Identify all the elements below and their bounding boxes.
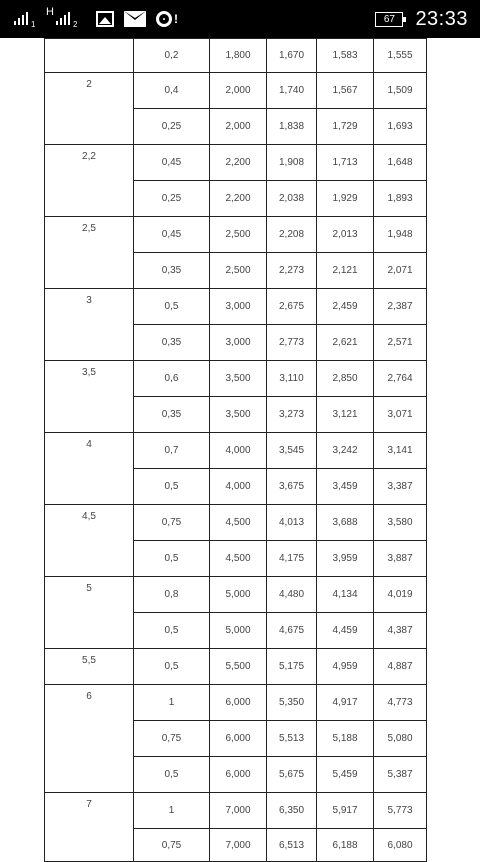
table-cell: 3,675 xyxy=(267,469,317,505)
group-cell: 7 xyxy=(45,793,134,862)
table-cell: 5,188 xyxy=(317,721,374,757)
table-cell: 0,5 xyxy=(134,649,210,685)
table-cell: 0,2 xyxy=(134,39,210,73)
table-cell: 6,000 xyxy=(210,721,267,757)
table-cell: 1,693 xyxy=(374,109,427,145)
table-cell: 2,621 xyxy=(317,325,374,361)
table-cell: 2,500 xyxy=(210,253,267,289)
table-cell: 4,000 xyxy=(210,469,267,505)
table-cell: 3,071 xyxy=(374,397,427,433)
table-cell: 4,675 xyxy=(267,613,317,649)
table-cell: 6,000 xyxy=(210,685,267,721)
group-cell: 4 xyxy=(45,433,134,505)
table-cell: 2,013 xyxy=(317,217,374,253)
table-cell: 4,000 xyxy=(210,433,267,469)
group-cell: 5,5 xyxy=(45,649,134,685)
table-cell: 3,545 xyxy=(267,433,317,469)
table-cell: 3,887 xyxy=(374,541,427,577)
table-cell: 5,000 xyxy=(210,613,267,649)
table-cell: 3,387 xyxy=(374,469,427,505)
table-cell: 4,134 xyxy=(317,577,374,613)
table-cell: 2,121 xyxy=(317,253,374,289)
table-cell: 4,459 xyxy=(317,613,374,649)
table-cell: 0,25 xyxy=(134,109,210,145)
table-cell: 1,555 xyxy=(374,39,427,73)
table-cell: 0,6 xyxy=(134,361,210,397)
group-cell: 2,2 xyxy=(45,145,134,217)
signal-icon xyxy=(14,11,36,27)
table-cell: 4,917 xyxy=(317,685,374,721)
table-cell: 3,121 xyxy=(317,397,374,433)
table-cell: 0,5 xyxy=(134,289,210,325)
table-cell: 6,080 xyxy=(374,829,427,862)
table-cell: 1,509 xyxy=(374,73,427,109)
table-cell: 1,929 xyxy=(317,181,374,217)
table-cell: 1,567 xyxy=(317,73,374,109)
table-cell: 4,959 xyxy=(317,649,374,685)
table-cell: 1,713 xyxy=(317,145,374,181)
table-cell: 1,583 xyxy=(317,39,374,73)
table-cell: 3,110 xyxy=(267,361,317,397)
table-cell: 0,45 xyxy=(134,217,210,253)
table-cell: 2,038 xyxy=(267,181,317,217)
table-cell: 0,5 xyxy=(134,541,210,577)
group-cell xyxy=(45,39,134,73)
table-cell: 4,013 xyxy=(267,505,317,541)
group-cell: 3,5 xyxy=(45,361,134,433)
table-row xyxy=(45,685,427,721)
table-cell: 3,959 xyxy=(317,541,374,577)
table-cell: 3,688 xyxy=(317,505,374,541)
table-cell: 3,273 xyxy=(267,397,317,433)
table-cell: 5,350 xyxy=(267,685,317,721)
table-cell: 0,75 xyxy=(134,829,210,862)
table-row xyxy=(45,649,427,685)
table-cell: 6,000 xyxy=(210,757,267,793)
table-cell: 2,459 xyxy=(317,289,374,325)
table-cell: 3,500 xyxy=(210,361,267,397)
table-cell: 1,729 xyxy=(317,109,374,145)
table-cell: 5,513 xyxy=(267,721,317,757)
table-row xyxy=(45,289,427,325)
signal-icon xyxy=(56,11,78,27)
clock: 23:33 xyxy=(415,7,468,30)
table-cell: 7,000 xyxy=(210,829,267,862)
table-cell: 4,480 xyxy=(267,577,317,613)
table-cell: 2,675 xyxy=(267,289,317,325)
table-row xyxy=(45,505,427,541)
gallery-icon xyxy=(96,11,114,27)
table-cell: 2,500 xyxy=(210,217,267,253)
table-cell: 2,000 xyxy=(210,73,267,109)
thread-table xyxy=(44,38,427,862)
table-cell: 1 xyxy=(134,793,210,829)
thread-table-container xyxy=(44,38,426,862)
table-cell: 0,35 xyxy=(134,397,210,433)
table-row xyxy=(45,145,427,181)
battery-icon xyxy=(375,12,403,27)
table-row xyxy=(45,793,427,829)
table-cell: 1,838 xyxy=(267,109,317,145)
thread-table-body xyxy=(45,39,427,862)
table-cell: 0,5 xyxy=(134,469,210,505)
table-cell: 2,850 xyxy=(317,361,374,397)
table-row xyxy=(45,433,427,469)
alert-icon: ! xyxy=(173,12,178,26)
table-cell: 1,948 xyxy=(374,217,427,253)
table-cell: 5,387 xyxy=(374,757,427,793)
network-type-label: H xyxy=(46,6,54,18)
table-cell: 2,000 xyxy=(210,109,267,145)
table-cell: 4,500 xyxy=(210,505,267,541)
battery-level: 67 xyxy=(383,13,395,25)
table-cell: 0,45 xyxy=(134,145,210,181)
table-cell: 1,800 xyxy=(210,39,267,73)
table-cell: 0,35 xyxy=(134,325,210,361)
table-cell: 6,350 xyxy=(267,793,317,829)
table-cell: 1 xyxy=(134,685,210,721)
table-row xyxy=(45,577,427,613)
group-cell: 6 xyxy=(45,685,134,793)
table-cell: 2,571 xyxy=(374,325,427,361)
table-cell: 5,175 xyxy=(267,649,317,685)
table-cell: 5,459 xyxy=(317,757,374,793)
table-cell: 4,500 xyxy=(210,541,267,577)
table-row xyxy=(45,361,427,397)
table-cell: 6,513 xyxy=(267,829,317,862)
table-cell: 7,000 xyxy=(210,793,267,829)
table-cell: 1,893 xyxy=(374,181,427,217)
table-cell: 5,000 xyxy=(210,577,267,613)
table-cell: 0,75 xyxy=(134,505,210,541)
table-cell: 1,648 xyxy=(374,145,427,181)
table-cell: 4,175 xyxy=(267,541,317,577)
table-cell: 6,188 xyxy=(317,829,374,862)
table-cell: 3,500 xyxy=(210,397,267,433)
table-cell: 1,740 xyxy=(267,73,317,109)
signal-1-label: 1 xyxy=(31,20,36,29)
status-bar-left xyxy=(14,0,178,38)
table-row xyxy=(45,39,427,73)
group-cell: 2 xyxy=(45,73,134,145)
table-cell: 0,35 xyxy=(134,253,210,289)
table-cell: 5,917 xyxy=(317,793,374,829)
table-cell: 0,8 xyxy=(134,577,210,613)
table-cell: 4,887 xyxy=(374,649,427,685)
table-cell: 3,580 xyxy=(374,505,427,541)
table-cell: 5,675 xyxy=(267,757,317,793)
table-cell: 3,000 xyxy=(210,325,267,361)
table-cell: 3,141 xyxy=(374,433,427,469)
table-cell: 0,5 xyxy=(134,757,210,793)
table-cell: 0,25 xyxy=(134,181,210,217)
table-cell: 0,75 xyxy=(134,721,210,757)
table-cell: 2,200 xyxy=(210,181,267,217)
table-cell: 1,670 xyxy=(267,39,317,73)
table-cell: 2,273 xyxy=(267,253,317,289)
table-cell: 4,773 xyxy=(374,685,427,721)
table-cell: 2,387 xyxy=(374,289,427,325)
table-cell: 5,080 xyxy=(374,721,427,757)
table-cell: 2,208 xyxy=(267,217,317,253)
status-bar-right xyxy=(375,0,468,38)
table-cell: 3,242 xyxy=(317,433,374,469)
disc-icon xyxy=(156,11,172,27)
table-cell: 3,000 xyxy=(210,289,267,325)
table-cell: 2,764 xyxy=(374,361,427,397)
table-cell: 0,4 xyxy=(134,73,210,109)
table-row xyxy=(45,73,427,109)
table-cell: 5,773 xyxy=(374,793,427,829)
group-cell: 3 xyxy=(45,289,134,361)
table-cell: 1,908 xyxy=(267,145,317,181)
table-cell: 0,5 xyxy=(134,613,210,649)
table-cell: 4,019 xyxy=(374,577,427,613)
group-cell: 4,5 xyxy=(45,505,134,577)
table-cell: 0,7 xyxy=(134,433,210,469)
table-cell: 3,459 xyxy=(317,469,374,505)
status-bar xyxy=(0,0,480,38)
signal-2-label: 2 xyxy=(72,20,78,29)
table-cell: 2,200 xyxy=(210,145,267,181)
group-cell: 5 xyxy=(45,577,134,649)
table-cell: 5,500 xyxy=(210,649,267,685)
group-cell: 2,5 xyxy=(45,217,134,289)
table-cell: 2,773 xyxy=(267,325,317,361)
table-row xyxy=(45,217,427,253)
table-cell: 2,071 xyxy=(374,253,427,289)
table-cell: 4,387 xyxy=(374,613,427,649)
mail-icon xyxy=(124,11,146,27)
